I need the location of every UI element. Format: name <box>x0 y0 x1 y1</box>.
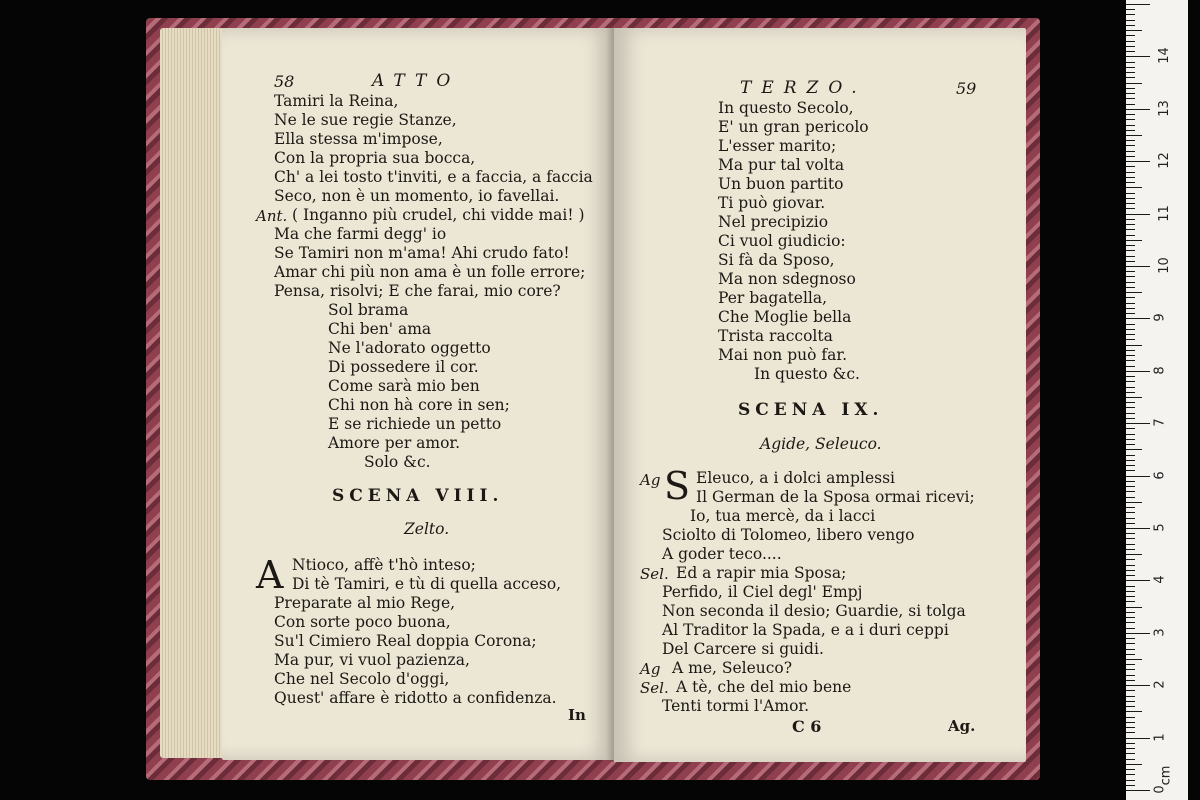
ruler-tick <box>1126 512 1135 513</box>
ruler-tick <box>1126 643 1135 644</box>
ruler-tick <box>1126 203 1135 204</box>
text-line: Si fà da Sposo, <box>718 251 835 269</box>
text-line: Al Traditor la Spada, e a i duri ceppi <box>662 621 949 639</box>
ruler-tick <box>1126 56 1150 57</box>
ruler-tick <box>1126 586 1135 587</box>
ruler-label: 2 <box>1152 680 1168 689</box>
ruler-label: 11 <box>1156 204 1172 222</box>
ruler-tick <box>1126 580 1150 581</box>
ruler-tick <box>1126 633 1150 634</box>
ruler-tick <box>1126 759 1135 760</box>
ruler-tick <box>1126 476 1150 477</box>
ruler-tick <box>1126 727 1135 728</box>
text-line: Io, tua mercè, da i lacci <box>690 507 876 525</box>
ruler-tick <box>1126 780 1135 781</box>
text-line: A me, Seleuco? <box>672 659 793 677</box>
text-line: Che Moglie bella <box>718 308 852 326</box>
text-line: Ella stessa m'impose, <box>274 130 443 148</box>
ruler-tick <box>1126 214 1150 215</box>
ruler-tick <box>1126 109 1150 110</box>
ruler-tick <box>1126 649 1135 650</box>
ruler-label: 7 <box>1152 418 1168 427</box>
ruler-tick <box>1126 596 1135 597</box>
ruler-tick <box>1126 565 1135 566</box>
ruler-tick <box>1126 98 1135 99</box>
ruler-tick <box>1126 4 1150 5</box>
ruler-tick <box>1126 696 1135 697</box>
speaker-label: Ag <box>640 660 661 678</box>
text-line: Per bagatella, <box>718 289 828 307</box>
scene-title: SCENA VIII. <box>332 486 504 506</box>
ruler-tick <box>1126 413 1135 414</box>
ruler-tick <box>1126 439 1135 440</box>
ruler-tick <box>1126 428 1135 429</box>
text-line: Amar chi più non ama è un folle errore; <box>274 263 586 281</box>
text-line: A goder teco.... <box>662 545 782 563</box>
text-line: Di possedere il cor. <box>328 358 479 376</box>
ruler-tick <box>1126 51 1135 52</box>
ruler-label: 13 <box>1156 100 1172 117</box>
text-line: Trista raccolta <box>718 327 833 345</box>
ruler-tick <box>1126 617 1135 618</box>
catchword: In <box>568 706 586 724</box>
ruler-tick <box>1126 575 1135 576</box>
ruler-tick <box>1126 360 1135 361</box>
ruler-tick <box>1126 601 1135 602</box>
ruler-tick <box>1126 324 1135 325</box>
text-line: E se richiede un petto <box>328 415 502 433</box>
ruler-unit: cm <box>1158 765 1174 786</box>
ruler-tick <box>1126 339 1135 340</box>
ruler-tick <box>1126 240 1142 241</box>
ruler-tick <box>1126 256 1135 257</box>
ruler-tick <box>1126 544 1135 545</box>
signature-mark: C 6 <box>792 717 822 736</box>
text-line: L'esser marito; <box>718 137 837 155</box>
text-line: Di tè Tamiri, e tù di quella acceso, <box>292 575 562 593</box>
ruler-tick <box>1126 664 1135 665</box>
ruler-tick <box>1126 507 1135 508</box>
ruler-tick <box>1126 486 1135 487</box>
text-line: Che nel Secolo d'oggi, <box>274 670 450 688</box>
ruler-label: 14 <box>1156 47 1172 65</box>
text-line: Ne l'adorato oggetto <box>328 339 491 357</box>
ruler-tick <box>1126 93 1135 94</box>
text-line: In questo Secolo, <box>718 99 854 117</box>
ruler-tick <box>1126 156 1135 157</box>
ruler-tick <box>1126 622 1135 623</box>
ruler-tick <box>1126 764 1142 765</box>
ruler-tick <box>1126 407 1135 408</box>
ruler-tick <box>1126 711 1142 712</box>
ruler-tick <box>1126 387 1135 388</box>
ruler-tick <box>1126 717 1135 718</box>
ruler-tick <box>1126 549 1135 550</box>
ruler-tick <box>1126 465 1135 466</box>
ruler-tick <box>1126 528 1150 529</box>
ruler-tick <box>1126 497 1135 498</box>
page-number: 58 <box>274 72 295 91</box>
ruler-tick <box>1126 460 1135 461</box>
ruler-tick <box>1126 455 1135 456</box>
ruler-tick <box>1126 9 1135 10</box>
ruler-tick <box>1126 675 1135 676</box>
ruler-tick <box>1126 177 1135 178</box>
ruler-tick <box>1126 303 1135 304</box>
text-line: Pensa, risolvi; E che farai, mio core? <box>274 282 561 300</box>
right-page <box>614 28 1026 762</box>
ruler-tick <box>1126 30 1142 31</box>
ruler-tick <box>1126 72 1135 73</box>
ruler-label: 3 <box>1152 628 1168 637</box>
ruler-tick <box>1126 35 1135 36</box>
text-line: Con sorte poco buona, <box>274 613 451 631</box>
text-line: Come sarà mio ben <box>328 377 480 395</box>
ruler-tick <box>1126 748 1135 749</box>
text-line: Ed a rapir mia Sposa; <box>676 564 847 582</box>
ruler-tick <box>1126 292 1142 293</box>
ruler-tick <box>1126 25 1135 26</box>
ruler-tick <box>1126 297 1135 298</box>
ruler-tick <box>1126 706 1135 707</box>
ruler-label: 4 <box>1152 575 1168 585</box>
text-line: Chi ben' ama <box>328 320 432 338</box>
text-line: Tamiri la Reina, <box>274 92 399 110</box>
ruler-tick <box>1126 318 1150 319</box>
ruler-label: 8 <box>1152 366 1168 375</box>
ruler-tick <box>1126 224 1135 225</box>
ruler-tick <box>1126 355 1135 356</box>
ruler-tick <box>1126 554 1142 555</box>
text-line: Perfido, il Ciel degl' Empj <box>662 583 863 601</box>
ruler-tick <box>1126 502 1142 503</box>
ruler-tick <box>1126 20 1135 21</box>
text-line: Seco, non è un momento, io favellai. <box>274 187 560 205</box>
ruler-tick <box>1126 198 1135 199</box>
ruler-tick <box>1126 145 1135 146</box>
ruler-tick <box>1126 366 1135 367</box>
text-line: Preparate al mio Rege, <box>274 594 456 612</box>
ruler-tick <box>1126 743 1135 744</box>
ruler-label: 0 <box>1152 785 1168 794</box>
text-line: Eleuco, a i dolci amplessi <box>696 469 895 487</box>
ruler-tick <box>1126 738 1150 739</box>
catchword: Ag. <box>948 717 976 735</box>
ruler-tick <box>1126 172 1135 173</box>
ruler-tick <box>1126 187 1142 188</box>
ruler-tick <box>1126 591 1135 592</box>
scene-characters: Agide, Seleuco. <box>760 435 882 453</box>
text-line: Sol brama <box>328 301 409 319</box>
ruler-tick <box>1126 345 1142 346</box>
ruler-tick <box>1126 685 1150 686</box>
drop-cap: A <box>256 553 284 597</box>
ruler-tick <box>1126 140 1135 141</box>
ruler-tick <box>1126 14 1135 15</box>
ruler-tick <box>1126 533 1135 534</box>
text-line: Ma che farmi degg' io <box>274 225 447 243</box>
ruler-tick <box>1126 287 1135 288</box>
speaker-label: Ag <box>640 471 661 489</box>
ruler-tick <box>1126 423 1150 424</box>
ruler-tick <box>1126 161 1150 162</box>
ruler-tick <box>1126 266 1150 267</box>
running-head: ATTO <box>372 71 461 91</box>
ruler-tick <box>1126 271 1135 272</box>
ruler-tick <box>1126 62 1135 63</box>
ruler-tick <box>1126 654 1135 655</box>
text-line: Del Carcere si guidi. <box>662 640 824 658</box>
text-line: Ch' a lei tosto t'inviti, e a faccia, a faccia <box>274 168 593 186</box>
ruler-tick <box>1126 444 1135 445</box>
text-line: Un buon partito <box>718 175 844 193</box>
ruler-tick <box>1126 628 1135 629</box>
text-line: Ne le sue regie Stanze, <box>274 111 457 129</box>
ruler-tick <box>1126 119 1135 120</box>
ruler-tick <box>1126 104 1135 105</box>
ruler-tick <box>1126 219 1135 220</box>
text-line: Su'l Cimiero Real doppia Corona; <box>274 632 537 650</box>
left-page <box>222 28 614 760</box>
ruler-tick <box>1126 334 1135 335</box>
text-line: E' un gran pericolo <box>718 118 869 136</box>
ruler-tick <box>1126 67 1135 68</box>
ruler-tick <box>1126 193 1135 194</box>
ruler-tick <box>1126 77 1135 78</box>
ruler-tick <box>1126 308 1135 309</box>
ruler-tick <box>1126 690 1135 691</box>
ruler-label: 9 <box>1152 313 1168 323</box>
text-line: Con la propria sua bocca, <box>274 149 476 167</box>
ruler-label: 5 <box>1152 523 1168 532</box>
ruler-tick <box>1126 392 1135 393</box>
ruler-tick <box>1126 518 1135 519</box>
ruler-tick <box>1126 418 1135 419</box>
ruler-tick <box>1126 41 1135 42</box>
ruler-tick <box>1126 638 1135 639</box>
ruler-tick <box>1126 135 1142 136</box>
ruler-label: 6 <box>1152 470 1168 480</box>
ruler-label: 1 <box>1152 732 1168 742</box>
ruler-tick <box>1126 434 1135 435</box>
ruler-tick <box>1126 607 1142 608</box>
ruler-tick <box>1126 182 1135 183</box>
ruler-tick <box>1126 701 1135 702</box>
ruler-tick <box>1126 790 1150 791</box>
text-line: Il German de la Sposa ormai ricevi; <box>696 488 975 506</box>
ruler-tick <box>1126 371 1150 372</box>
text-line: Mai non può far. <box>718 346 847 364</box>
ruler-tick <box>1126 166 1135 167</box>
ruler-tick <box>1126 669 1135 670</box>
ruler-tick <box>1126 245 1135 246</box>
ruler-tick <box>1126 481 1135 482</box>
text-line: In questo &c. <box>754 365 860 383</box>
ruler-tick <box>1126 83 1142 84</box>
text-line: Ma non sdegnoso <box>718 270 856 288</box>
scene-characters: Zelto. <box>404 520 450 538</box>
text-line: Ma pur tal volta <box>718 156 845 174</box>
text-line: Ntioco, affè t'hò inteso; <box>292 556 476 574</box>
text-line: Solo &c. <box>364 453 431 471</box>
ruler-tick <box>1126 397 1142 398</box>
ruler-tick <box>1126 402 1135 403</box>
text-line: Quest' affare è ridotto a confidenza. <box>274 689 557 707</box>
text-line: A tè, che del mio bene <box>676 678 852 696</box>
ruler-tick <box>1126 313 1135 314</box>
ruler-tick <box>1126 151 1135 152</box>
ruler-tick <box>1126 381 1135 382</box>
drop-cap: S <box>664 464 691 508</box>
text-line: Se Tamiri non m'ama! Ahi crudo fato! <box>274 244 570 262</box>
ruler-tick <box>1126 785 1135 786</box>
ruler-tick <box>1126 722 1135 723</box>
ruler-tick <box>1126 130 1135 131</box>
ruler-tick <box>1126 659 1142 660</box>
scene-title: SCENA IX. <box>738 400 884 420</box>
ruler-tick <box>1126 329 1135 330</box>
ruler-tick <box>1126 523 1135 524</box>
ruler-tick <box>1126 774 1135 775</box>
speaker-label: Sel. <box>640 679 669 697</box>
text-line: ( Inganno più crudel, chi vidde mai! ) <box>292 206 585 224</box>
ruler-tick <box>1126 88 1135 89</box>
text-line: Chi non hà core in sen; <box>328 396 510 414</box>
ruler-tick <box>1126 261 1135 262</box>
ruler-tick <box>1126 491 1135 492</box>
ruler-tick <box>1126 538 1135 539</box>
ruler-tick <box>1126 570 1135 571</box>
ruler-tick <box>1126 769 1135 770</box>
ruler-tick <box>1126 114 1135 115</box>
measuring-ruler <box>1126 0 1188 800</box>
text-line: Non seconda il desio; Guardie, si tolga <box>662 602 966 620</box>
running-head: TERZO. <box>740 78 867 98</box>
page-number: 59 <box>956 79 977 98</box>
speaker-label: Ant. <box>256 207 288 225</box>
ruler-tick <box>1126 125 1135 126</box>
ruler-tick <box>1126 680 1135 681</box>
ruler-tick <box>1126 376 1135 377</box>
text-line: Ci vuol giudicio: <box>718 232 846 250</box>
speaker-label: Sel. <box>640 565 669 583</box>
ruler-tick <box>1126 612 1135 613</box>
ruler-tick <box>1126 235 1135 236</box>
ruler-tick <box>1126 250 1135 251</box>
ruler-tick <box>1126 46 1135 47</box>
ruler-tick <box>1126 276 1135 277</box>
text-line: Amore per amor. <box>328 434 461 452</box>
text-line: Nel precipizio <box>718 213 829 231</box>
ruler-tick <box>1126 282 1135 283</box>
page-edges <box>160 28 226 758</box>
ruler-tick <box>1126 732 1135 733</box>
text-line: Ti può giovar. <box>718 194 826 212</box>
ruler-tick <box>1126 229 1135 230</box>
ruler-label: 12 <box>1156 152 1172 169</box>
ruler-tick <box>1126 753 1135 754</box>
ruler-tick <box>1126 559 1135 560</box>
text-line: Tenti tormi l'Amor. <box>662 697 810 715</box>
ruler-tick <box>1126 208 1135 209</box>
text-line: Sciolto di Tolomeo, libero vengo <box>662 526 915 544</box>
ruler-label: 10 <box>1156 257 1172 274</box>
ruler-tick <box>1126 470 1135 471</box>
text-line: Ma pur, vi vuol pazienza, <box>274 651 470 669</box>
ruler-tick <box>1126 350 1135 351</box>
ruler-tick <box>1126 449 1142 450</box>
